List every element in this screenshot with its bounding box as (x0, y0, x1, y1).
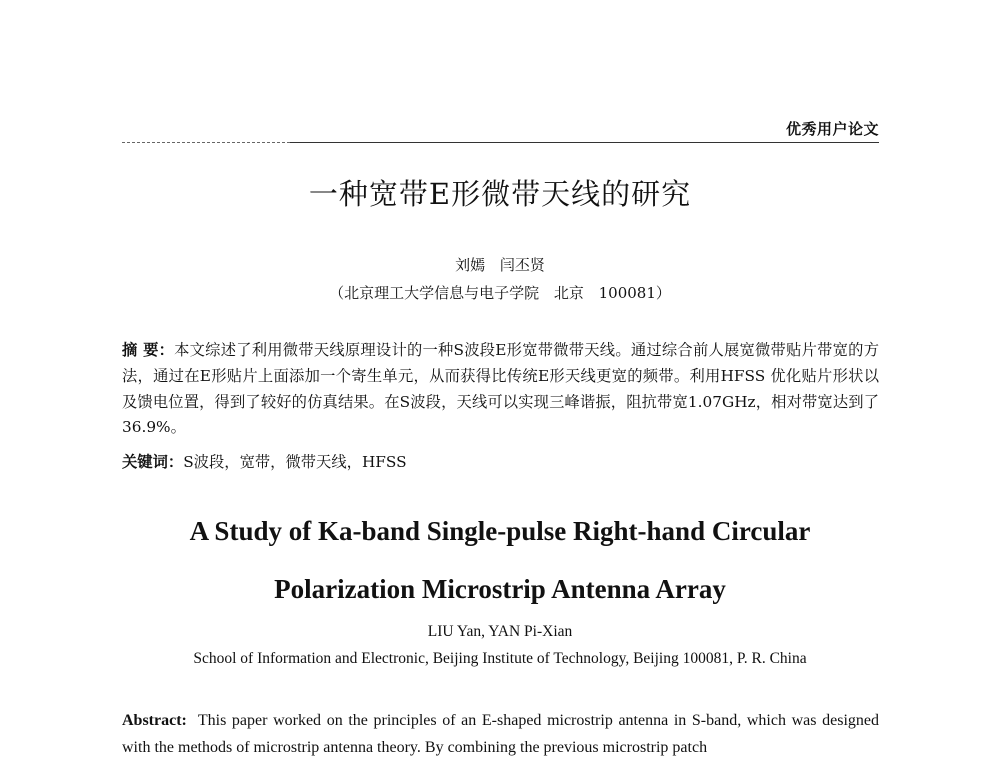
chinese-authors: 刘嫣 闫丕贤 (455, 256, 545, 274)
chinese-keywords-label: 关键词： (122, 453, 184, 471)
english-abstract (122, 707, 879, 761)
chinese-abstract-label: 摘 要： (122, 341, 175, 359)
section-header-label: 优秀用户论文 (785, 120, 879, 138)
english-title-line2: Polarization Microstrip Antenna Array (274, 574, 726, 604)
english-affiliation: School of Information and Electronic, Beijing Institute of Technology, Beijing 100081, P. R. China (193, 650, 807, 667)
chinese-abstract (122, 338, 879, 441)
chinese-keywords (122, 451, 879, 473)
english-title-line1: A Study of Ka-band Single-pulse Right-hand Circular (189, 516, 811, 546)
english-authors: LIU Yan, YAN Pi-Xian (427, 623, 573, 640)
chinese-title: 一种宽带E形微带天线的研究 (308, 177, 692, 211)
chinese-abstract-text: 本文综述了利用微带天线原理设计的一种S波段E形宽带微带天线。通过综合前人展宽微带贴片带宽的方法，通过在E形贴片上面添加一个寄生单元，从而获得比传统E形天线更宽的频带。利用HFSS 优化贴片形状以及馈电位置，得到了较好的仿真结果。在S波段，天线可以实现三峰谐振，阻抗带宽1.07GHz，相对带宽达到了36.9%。 (122, 341, 879, 437)
chinese-affiliation: （北京理工大学信息与电子学院 北京 100081） (329, 284, 671, 302)
chinese-keywords-text: S波段，宽带，微带天线，HFSS (183, 453, 407, 471)
english-abstract-text: This paper worked on the principles of an E-shaped microstrip antenna in S-band, which was designed with the methods of microstrip antenna theory. By combining the previous microstrip patch (122, 712, 879, 756)
header-rule-dashed (122, 142, 290, 143)
header-rule (290, 142, 879, 143)
english-abstract-label: Abstract: (122, 712, 187, 729)
